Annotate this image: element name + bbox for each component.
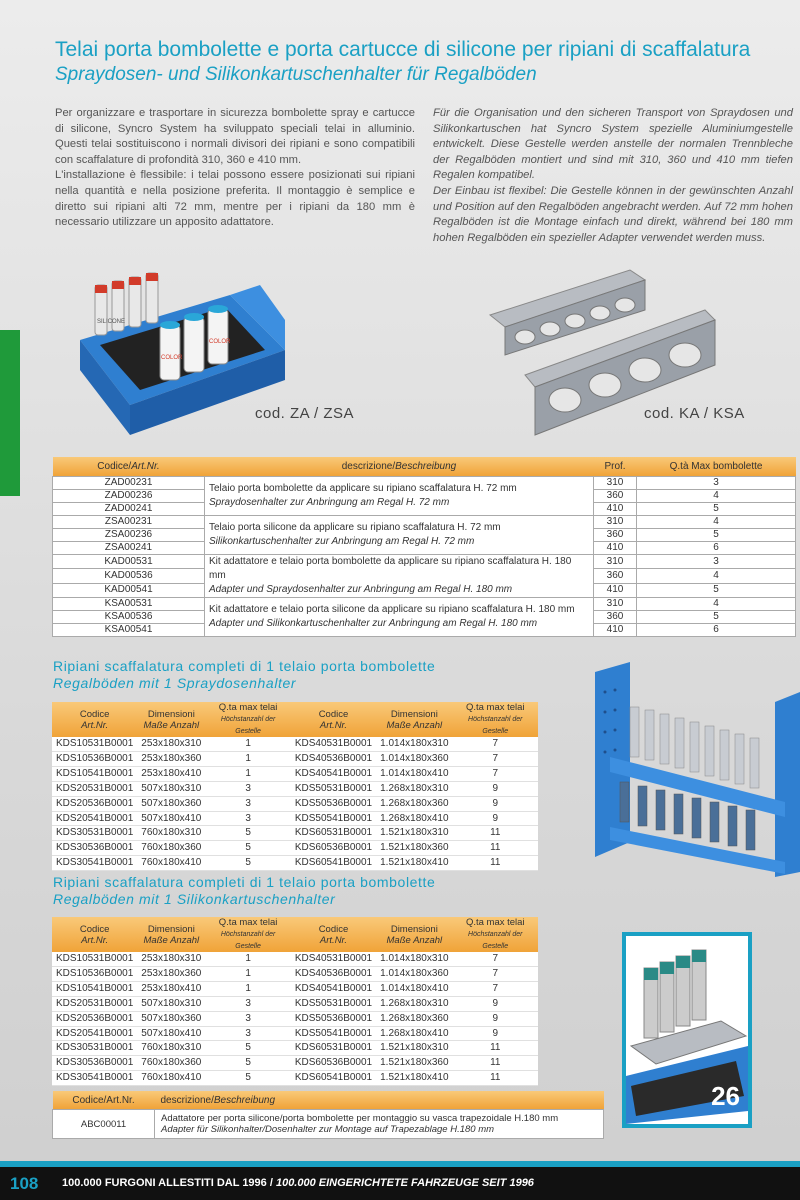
depth-value: 410 [594,542,637,555]
max-frames: 9 [453,1026,538,1041]
col-header-max-frames: Q.ta max telai Höchstanzahl der Gestelle [453,917,538,952]
max-frames: 9 [453,781,538,796]
depth-value: 310 [594,516,637,529]
section-subtitle: Regalböden mit 1 Spraydosenhalter [53,675,297,691]
shelf-code: KDS10531B0001 [52,952,137,966]
table-row [53,1110,604,1139]
description-italian: Kit adattatore e telaio porta silicone da applicare su ripiano scaffalatura H. 180 mm [209,604,575,615]
depth-value: 410 [594,583,637,597]
product-code: KAD00541 [53,583,205,597]
shelf-code: KDS60536B0001 [291,841,376,856]
max-qty-value: 4 [637,490,796,503]
max-frames: 11 [453,1041,538,1056]
shelf-dimensions: 253x180x360 [137,751,205,766]
col-header-code: Codice Art.Nr. [291,917,376,952]
col-header-max-frames: Q.ta max telai Höchstanzahl der Gestelle [205,702,290,737]
can-label: COLOR [161,355,183,361]
max-frames: 3 [205,796,290,811]
intro-paragraph: Für die Organisation und den sicheren Transport von Spraydosen und Silikonkartuschen hat Syncro System spezielle Aluminiumgestelle entwickelt. Diese Gestelle werden anstelle der normalen Trennbleche der Regalböden montiert und sind mit 310, 360 und 410 mm tiefen Regalen kompatibel. [433,107,793,182]
shelf-dimensions: 760x180x310 [137,826,205,841]
max-frames: 3 [205,1026,290,1041]
table-row [52,811,538,826]
table-row [52,796,538,811]
shelf-code: KDS30541B0001 [52,856,137,871]
shelf-dimensions: 760x180x410 [137,856,205,871]
product-code: KSA00531 [53,598,205,611]
table-row [52,981,538,996]
col-header-description: descrizione/Beschreibung [205,457,594,477]
kit-table-spray [52,702,538,871]
max-qty-value: 3 [637,555,796,569]
max-frames: 1 [205,966,290,981]
shelf-dimensions: 1.014x180x310 [376,952,452,966]
col-header-dimensions: Dimensioni Maße Anzahl [137,917,205,952]
description-german: Spraydosenhalter zur Anbringung am Regal H. 72 mm [209,497,450,508]
shelf-dimensions: 1.521x180x410 [376,1071,452,1086]
col-header-max-frames: Q.ta max telai Höchstanzahl der Gestelle [453,702,538,737]
max-qty-value: 3 [637,477,796,490]
max-frames: 11 [453,1071,538,1086]
max-qty-value: 5 [637,611,796,624]
shelf-dimensions: 507x180x410 [137,1026,205,1041]
shelf-code: KDS20531B0001 [52,781,137,796]
description-italian: Kit adattatore e telaio porta bombolette da applicare su ripiano scaffalatura H. 180 mm [209,556,572,581]
shelf-code: KDS40536B0001 [291,751,376,766]
table-header-row [53,457,796,477]
table-row [52,952,538,966]
shelf-dimensions: 1.014x180x360 [376,966,452,981]
product-code: ZSA00241 [53,542,205,555]
product-code: KAD00531 [53,555,205,569]
shelf-dimensions: 760x180x410 [137,1071,205,1086]
max-frames: 5 [205,826,290,841]
shelf-dimensions: 1.014x180x410 [376,766,452,781]
max-frames: 11 [453,841,538,856]
kit-table-silicone [52,917,538,1086]
description-german: Silikonkartuschenhalter zur Anbringung am Regal H. 72 mm [209,536,475,547]
intro-paragraph: Per organizzare e trasportare in sicurezza bombolette spray e cartucce di silicone, Syncro System ha sviluppato speciali telai in alluminio. Questi telai sostituiscono i normali divisori dei ripiani e sono compatibili con scaffalature di profondità 310, 360 e 410 mm. [55,107,415,166]
table-row [52,737,538,751]
shelf-code: KDS20541B0001 [52,811,137,826]
product-code-label: cod. ZA / ZSA [255,405,355,422]
max-frames: 5 [205,841,290,856]
table-row [53,555,796,569]
depth-value: 360 [594,490,637,503]
max-frames: 1 [205,766,290,781]
product-image-ka-ksa [470,255,780,450]
table-row [52,826,538,841]
description-italian: Telaio porta bombolette da applicare su ripiano scaffalatura H. 72 mm [209,483,517,494]
page-title: Telai porta bombolette e porta cartucce di silicone per ripiani di scaffalatura [55,38,751,61]
table-row [52,841,538,856]
shelf-code: KDS30536B0001 [52,841,137,856]
max-frames: 7 [453,751,538,766]
shelf-dimensions: 507x180x310 [137,781,205,796]
depth-value: 360 [594,569,637,583]
footer-slogan: 100.000 FURGONI ALLESTITI DAL 1996 / 100.000 EINGERICHTETE FAHRZEUGE SEIT 1996 [62,1177,534,1189]
max-frames: 5 [205,856,290,871]
can-label: SILICONE [97,319,126,325]
intro-italian [55,106,415,231]
max-frames: 5 [205,1056,290,1071]
shelf-code: KDS10541B0001 [52,766,137,781]
col-header-max-frames: Q.ta max telai Höchstanzahl der Gestelle [205,917,290,952]
shelf-code: KDS40531B0001 [291,952,376,966]
shelf-code: KDS60536B0001 [291,1056,376,1071]
table-row [52,751,538,766]
table-row [52,856,538,871]
shelf-dimensions: 1.268x180x410 [376,1026,452,1041]
shelf-dimensions: 253x180x410 [137,981,205,996]
table-row [52,1056,538,1071]
max-frames: 1 [205,981,290,996]
shelf-dimensions: 760x180x310 [137,1041,205,1056]
max-frames: 9 [453,996,538,1011]
product-code: ZAD00241 [53,503,205,516]
max-frames: 7 [453,766,538,781]
shelf-dimensions: 1.268x180x410 [376,811,452,826]
max-frames: 11 [453,826,538,841]
product-code: KSA00536 [53,611,205,624]
shelf-dimensions: 1.521x180x360 [376,841,452,856]
max-frames: 11 [453,1056,538,1071]
shelf-code: KDS50541B0001 [291,1026,376,1041]
shelf-dimensions: 1.521x180x360 [376,1056,452,1071]
shelf-dimensions: 1.268x180x360 [376,1011,452,1026]
shelf-code: KDS40531B0001 [291,737,376,751]
adapter-code: ABC00011 [53,1110,155,1139]
shelf-code: KDS60531B0001 [291,826,376,841]
adapter-table [52,1091,604,1139]
max-frames: 3 [205,996,290,1011]
depth-value: 410 [594,503,637,516]
product-code-label: cod. KA / KSA [644,405,745,422]
product-code: KAD00536 [53,569,205,583]
shelf-code: KDS30531B0001 [52,1041,137,1056]
max-frames: 7 [453,952,538,966]
shelf-dimensions: 253x180x310 [137,952,205,966]
shelf-dimensions: 253x180x410 [137,766,205,781]
shelf-code: KDS40536B0001 [291,966,376,981]
table-row [52,1011,538,1026]
table-row [53,516,796,529]
max-frames: 7 [453,981,538,996]
table-row [53,598,796,611]
shelf-code: KDS60541B0001 [291,1071,376,1086]
col-header-code: Codice/Art.Nr. [53,457,205,477]
product-code: ZSA00231 [53,516,205,529]
shelf-dimensions: 1.014x180x360 [376,751,452,766]
product-code: ZAD00231 [53,477,205,490]
shelf-dimensions: 1.521x180x310 [376,1041,452,1056]
max-frames: 5 [205,1041,290,1056]
max-frames: 3 [205,781,290,796]
product-description [205,598,594,637]
shelf-dimensions: 1.268x180x360 [376,796,452,811]
shelf-dimensions: 1.014x180x410 [376,981,452,996]
shelf-code: KDS50531B0001 [291,781,376,796]
shelf-code: KDS60541B0001 [291,856,376,871]
image-number-label: 26 [711,1081,740,1111]
max-frames: 9 [453,1011,538,1026]
max-frames: 7 [453,966,538,981]
table-row [52,1071,538,1086]
table-row [53,477,796,490]
table-row [52,996,538,1011]
table-header-row [52,702,538,737]
shelf-code: KDS20536B0001 [52,796,137,811]
can-label: COLOR [209,339,231,345]
depth-value: 360 [594,611,637,624]
product-code: ZAD00236 [53,490,205,503]
max-frames: 3 [205,811,290,826]
intro-german [433,106,793,246]
shelf-dimensions: 1.521x180x310 [376,826,452,841]
max-frames: 7 [453,737,538,751]
intro-paragraph: L'installazione è flessibile: i telai possono essere posizionati sui ripiani nella quantità e nella posizione preferita. Il montaggio è semplice e diretto sui ripiani alti 72 mm, mentre per i ripiani da 180 mm è necessario utilizzare un apposito adattatore. [55,169,415,229]
section-subtitle: Regalböden mit 1 Silikonkartuschenhalter [53,891,336,907]
max-frames: 3 [205,1011,290,1026]
shelf-dimensions: 1.268x180x310 [376,781,452,796]
section-color-tab [0,330,20,496]
shelf-dimensions: 1.268x180x310 [376,996,452,1011]
table-header-row [53,1091,604,1110]
col-header-dimensions: Dimensioni Maße Anzahl [376,702,452,737]
depth-value: 310 [594,555,637,569]
shelf-code: KDS10536B0001 [52,966,137,981]
shelf-code: KDS20536B0001 [52,1011,137,1026]
shelf-dimensions: 507x180x360 [137,796,205,811]
table-row [52,766,538,781]
col-header-max-qty: Q.tà Max bombolette [637,457,796,477]
shelf-dimensions: 253x180x310 [137,737,205,751]
shelf-code: KDS40541B0001 [291,766,376,781]
product-description [205,477,594,516]
depth-value: 410 [594,624,637,637]
col-header-code: Codice Art.Nr. [291,702,376,737]
product-code: KSA00541 [53,624,205,637]
shelf-code: KDS20531B0001 [52,996,137,1011]
shelf-dimensions: 760x180x360 [137,1056,205,1071]
shelf-code: KDS10536B0001 [52,751,137,766]
description-italian: Telaio porta silicone da applicare su ripiano scaffalatura H. 72 mm [209,522,501,533]
product-image-za-zsa [60,255,390,450]
shelf-code: KDS50536B0001 [291,796,376,811]
product-description [205,555,594,598]
section-title: Ripiani scaffalatura completi di 1 telaio porta bombolette [53,658,436,674]
table-row [52,781,538,796]
shelf-code: KDS10541B0001 [52,981,137,996]
shelf-code: KDS10531B0001 [52,737,137,751]
max-qty-value: 4 [637,516,796,529]
shelf-code: KDS50536B0001 [291,1011,376,1026]
description-italian: Adattatore per porta silicone/porta bombolette per montaggio su vasca trapezoidale H.180 mm [161,1113,559,1124]
col-header-code: Codice Art.Nr. [52,702,137,737]
section-title: Ripiani scaffalatura completi di 1 telaio porta bombolette [53,874,436,890]
max-qty-value: 6 [637,624,796,637]
max-frames: 1 [205,751,290,766]
shelf-code: KDS40541B0001 [291,981,376,996]
max-frames: 9 [453,796,538,811]
shelf-code: KDS60531B0001 [291,1041,376,1056]
table-row [52,1041,538,1056]
shelf-dimensions: 1.014x180x310 [376,737,452,751]
shelf-code: KDS50531B0001 [291,996,376,1011]
max-qty-value: 5 [637,529,796,542]
max-frames: 1 [205,952,290,966]
description-german: Adapter und Silikonkartuschenhalter zur Anbringung am Regal H. 180 mm [209,618,538,629]
shelf-code: KDS30531B0001 [52,826,137,841]
shelf-dimensions: 760x180x360 [137,841,205,856]
col-header-code: Codice Art.Nr. [52,917,137,952]
shelf-code: KDS30536B0001 [52,1056,137,1071]
shelf-unit-image [590,662,800,877]
shelf-dimensions: 507x180x310 [137,996,205,1011]
max-qty-value: 4 [637,569,796,583]
adapter-product-image [622,932,752,1128]
shelf-dimensions: 507x180x360 [137,1011,205,1026]
max-frames: 5 [205,1071,290,1086]
shelf-code: KDS30541B0001 [52,1071,137,1086]
shelf-dimensions: 253x180x360 [137,966,205,981]
table-header-row [52,917,538,952]
table-row [52,1026,538,1041]
col-header-dimensions: Dimensioni Maße Anzahl [137,702,205,737]
shelf-code: KDS50541B0001 [291,811,376,826]
intro-paragraph: Der Einbau ist flexibel: Die Gestelle können in der gewünschten Anzahl und Position auf den Regalböden angebracht werden. Auf 72 mm hohen Regalböden ist die Montage einfach und direkt, während bei 180 mm hohen Regalböden ein spezieller Adapter verwendet werden muss. [433,184,793,244]
max-frames: 11 [453,856,538,871]
page-number: 108 [10,1174,39,1193]
max-frames: 1 [205,737,290,751]
description-german: Adapter und Spraydosenhalter zur Anbringung am Regal H. 180 mm [209,584,513,595]
shelf-dimensions: 1.521x180x410 [376,856,452,871]
max-frames: 9 [453,811,538,826]
product-code: ZSA00236 [53,529,205,542]
shelf-code: KDS20541B0001 [52,1026,137,1041]
depth-value: 310 [594,477,637,490]
col-header-dimensions: Dimensioni Maße Anzahl [376,917,452,952]
depth-value: 360 [594,529,637,542]
max-qty-value: 5 [637,583,796,597]
depth-value: 310 [594,598,637,611]
max-qty-value: 5 [637,503,796,516]
main-product-table [52,457,796,637]
description-german: Adapter für Silikonhalter/Dosenhalter zur Montage auf Trapezablage H.180 mm [161,1124,495,1135]
col-header-code: Codice/Art.Nr. [53,1091,155,1110]
product-description [205,516,594,555]
col-header-depth: Prof. [594,457,637,477]
page-subtitle: Spraydosen- und Silikonkartuschenhalter für Regalböden [55,64,537,85]
col-header-description: descrizione/Beschreibung [155,1091,604,1110]
table-row [52,966,538,981]
shelf-dimensions: 507x180x410 [137,811,205,826]
adapter-description [155,1110,604,1139]
max-qty-value: 4 [637,598,796,611]
max-qty-value: 6 [637,542,796,555]
